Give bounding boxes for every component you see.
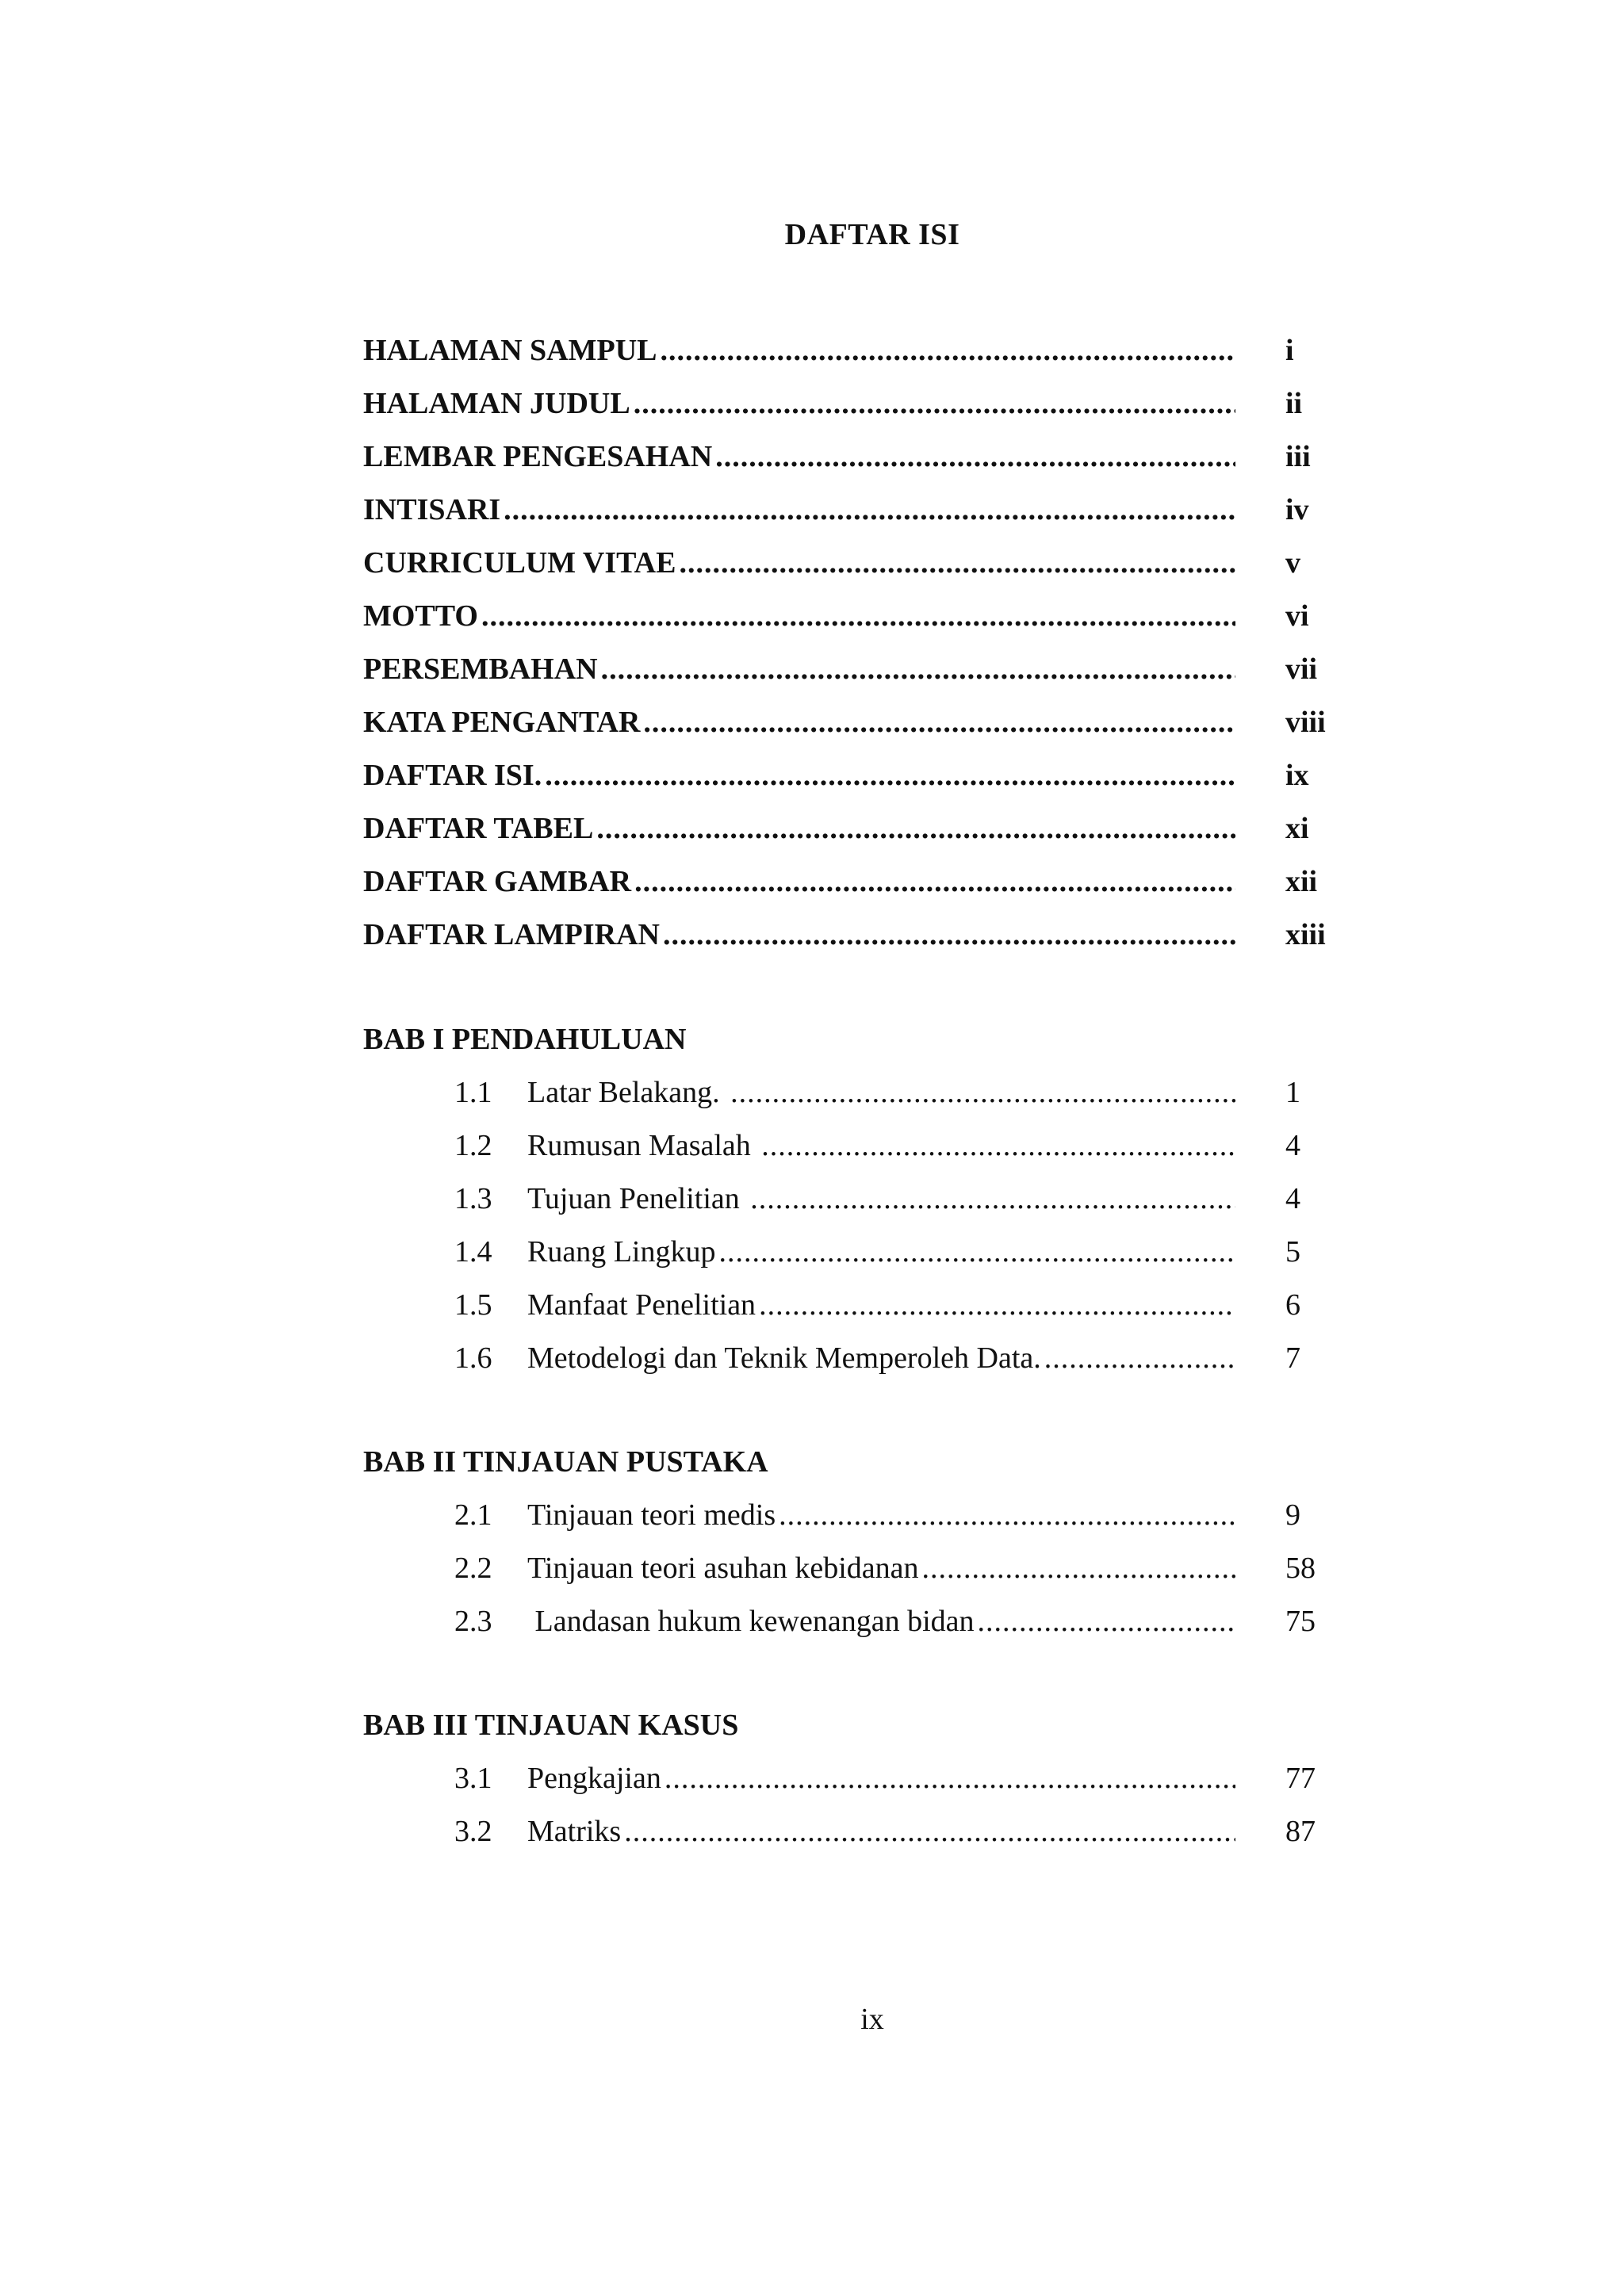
toc-entry bbox=[363, 855, 1394, 908]
toc-entry bbox=[363, 802, 1394, 855]
toc-section-entry bbox=[363, 1066, 1394, 1119]
section-page: 4 bbox=[1285, 1128, 1300, 1162]
toc-entry-label: MOTTO bbox=[363, 599, 478, 633]
section-label: Rumusan Masalah bbox=[527, 1128, 759, 1162]
section-page: 58 bbox=[1285, 1551, 1316, 1585]
section-number: 2.1 bbox=[454, 1498, 492, 1532]
dot-leader bbox=[715, 439, 1235, 474]
section-label: Landasan hukum kewenangan bidan bbox=[527, 1604, 975, 1638]
section-page: 9 bbox=[1285, 1498, 1300, 1532]
section-number: 1.5 bbox=[454, 1288, 492, 1322]
section-number: 3.2 bbox=[454, 1814, 492, 1848]
toc-entry-lead bbox=[454, 1341, 1235, 1376]
section-page: 7 bbox=[1285, 1341, 1300, 1375]
chapter-heading bbox=[363, 1698, 1394, 1751]
toc-entry-lead bbox=[363, 386, 1235, 421]
toc-entry bbox=[363, 589, 1394, 642]
toc-entry-page: ix bbox=[1285, 758, 1309, 792]
section-number: 2.2 bbox=[454, 1551, 492, 1585]
table-of-contents bbox=[363, 323, 1394, 1858]
toc-entry-lead bbox=[454, 1814, 1235, 1849]
chapter-heading-label: BAB II TINJAUAN PUSTAKA bbox=[363, 1445, 768, 1479]
toc-entry bbox=[363, 748, 1394, 802]
toc-section-entry bbox=[363, 1119, 1394, 1172]
toc-entry-lead bbox=[363, 492, 1235, 527]
toc-entry-lead bbox=[363, 864, 1235, 899]
section-page: 6 bbox=[1285, 1288, 1300, 1322]
section-page: 75 bbox=[1285, 1604, 1316, 1638]
section-number: 1.4 bbox=[454, 1234, 492, 1269]
toc-entry-label: DAFTAR GAMBAR bbox=[363, 864, 632, 898]
section-page: 77 bbox=[1285, 1761, 1316, 1795]
chapters-list bbox=[363, 1012, 1394, 1858]
toc-entry-lead bbox=[454, 1128, 1235, 1163]
dot-leader bbox=[634, 386, 1235, 421]
toc-entry-label: PERSEMBAHAN bbox=[363, 652, 598, 686]
section-page: 1 bbox=[1285, 1075, 1300, 1109]
chapter-heading bbox=[363, 1435, 1394, 1488]
dot-leader bbox=[601, 652, 1235, 687]
dot-leader bbox=[922, 1551, 1235, 1586]
section-label: Metodelogi dan Teknik Memperoleh Data. bbox=[527, 1341, 1041, 1375]
dot-leader bbox=[718, 1234, 1235, 1269]
front-matter-list bbox=[363, 323, 1394, 961]
section-number: 1.1 bbox=[454, 1075, 492, 1109]
toc-entry-lead bbox=[454, 1498, 1235, 1533]
section-label: Ruang Lingkup bbox=[527, 1234, 716, 1269]
toc-entry-label: DAFTAR TABEL bbox=[363, 811, 594, 845]
dot-leader bbox=[779, 1498, 1235, 1533]
toc-entry-page: i bbox=[1285, 333, 1294, 367]
toc-entry bbox=[363, 377, 1394, 430]
toc-entry-page: ii bbox=[1285, 386, 1303, 420]
dot-leader bbox=[660, 333, 1235, 368]
toc-entry-page: vi bbox=[1285, 599, 1309, 633]
section-page: 5 bbox=[1285, 1234, 1300, 1269]
toc-entry-page: xiii bbox=[1285, 917, 1326, 951]
toc-entry-lead bbox=[363, 811, 1235, 846]
page-title: DAFTAR ISI bbox=[784, 218, 960, 251]
toc-entry-page: iii bbox=[1285, 439, 1311, 473]
section-label: Matriks bbox=[527, 1814, 622, 1848]
footer-page-number: ix bbox=[860, 2003, 884, 2036]
section-page: 87 bbox=[1285, 1814, 1316, 1848]
toc-section-entry bbox=[363, 1594, 1394, 1647]
section-number: 3.1 bbox=[454, 1761, 492, 1795]
section-label: Tujuan Penelitian bbox=[527, 1181, 748, 1215]
section-number: 1.6 bbox=[454, 1341, 492, 1375]
dot-leader bbox=[978, 1604, 1236, 1639]
toc-entry-lead bbox=[454, 1181, 1235, 1216]
dot-leader bbox=[643, 705, 1235, 740]
dot-leader bbox=[596, 811, 1235, 846]
toc-entry-page: xi bbox=[1285, 811, 1309, 845]
toc-entry-lead bbox=[454, 1234, 1235, 1269]
toc-entry-page: v bbox=[1285, 545, 1300, 580]
toc-entry-lead bbox=[454, 1761, 1235, 1796]
section-number: 1.2 bbox=[454, 1128, 492, 1162]
toc-section-entry bbox=[363, 1331, 1394, 1384]
dot-leader bbox=[750, 1181, 1235, 1216]
toc-entry bbox=[363, 323, 1394, 377]
dot-leader bbox=[1044, 1341, 1235, 1376]
toc-entry-label: HALAMAN JUDUL bbox=[363, 386, 630, 420]
section-label: Tinjauan teori medis bbox=[527, 1498, 776, 1532]
dot-leader bbox=[663, 917, 1235, 952]
toc-entry bbox=[363, 483, 1394, 536]
chapter-heading-label: BAB III TINJAUAN KASUS bbox=[363, 1708, 739, 1742]
dot-leader bbox=[481, 599, 1235, 633]
toc-entry-page: viii bbox=[1285, 705, 1326, 739]
dot-leader bbox=[730, 1075, 1235, 1110]
toc-entry-label: DAFTAR ISI. bbox=[363, 758, 542, 792]
toc-entry-lead bbox=[454, 1604, 1235, 1639]
toc-entry-lead bbox=[363, 652, 1235, 687]
toc-section-entry bbox=[363, 1541, 1394, 1594]
chapter-heading bbox=[363, 1012, 1394, 1066]
section-label: Tinjauan teori asuhan kebidanan bbox=[527, 1551, 919, 1585]
toc-entry bbox=[363, 908, 1394, 961]
dot-leader bbox=[761, 1128, 1235, 1163]
toc-entry bbox=[363, 536, 1394, 589]
toc-entry-lead bbox=[363, 599, 1235, 633]
toc-section-entry bbox=[363, 1172, 1394, 1225]
section-number: 1.3 bbox=[454, 1181, 492, 1215]
dot-leader bbox=[504, 492, 1235, 527]
section-label: Pengkajian bbox=[527, 1761, 661, 1795]
section-label: Manfaat Penelitian bbox=[527, 1288, 756, 1322]
dot-leader bbox=[545, 758, 1235, 793]
toc-entry-label: HALAMAN SAMPUL bbox=[363, 333, 657, 367]
toc-entry bbox=[363, 695, 1394, 748]
toc-entry-label: CURRICULUM VITAE bbox=[363, 545, 676, 580]
toc-entry-lead bbox=[454, 1075, 1235, 1110]
toc-entry-lead bbox=[363, 758, 1235, 793]
toc-entry-label: KATA PENGANTAR bbox=[363, 705, 641, 739]
section-page: 4 bbox=[1285, 1181, 1300, 1215]
toc-entry-lead bbox=[363, 439, 1235, 474]
toc-section-entry bbox=[363, 1225, 1394, 1278]
dot-leader bbox=[624, 1814, 1235, 1849]
chapter-heading-label: BAB I PENDAHULUAN bbox=[363, 1022, 687, 1056]
toc-entry-label: DAFTAR LAMPIRAN bbox=[363, 917, 660, 951]
toc-section-entry bbox=[363, 1488, 1394, 1541]
toc-section-entry bbox=[363, 1278, 1394, 1331]
toc-entry-lead bbox=[363, 545, 1235, 580]
dot-leader bbox=[634, 864, 1235, 899]
section-label: Latar Belakang. bbox=[527, 1075, 728, 1109]
toc-entry-label: INTISARI bbox=[363, 492, 501, 526]
toc-section-entry bbox=[363, 1804, 1394, 1858]
dot-leader bbox=[759, 1288, 1235, 1322]
toc-entry-page: iv bbox=[1285, 492, 1309, 526]
toc-entry-page: vii bbox=[1285, 652, 1318, 686]
toc-entry-lead bbox=[363, 917, 1235, 952]
toc-entry-page: xii bbox=[1285, 864, 1318, 898]
dot-leader bbox=[665, 1761, 1235, 1796]
toc-entry-lead bbox=[454, 1551, 1235, 1586]
toc-entry-lead bbox=[454, 1288, 1235, 1322]
toc-entry bbox=[363, 642, 1394, 695]
toc-entry-lead bbox=[363, 333, 1235, 368]
toc-entry-label: LEMBAR PENGESAHAN bbox=[363, 439, 713, 473]
toc-entry-lead bbox=[363, 705, 1235, 740]
section-number: 2.3 bbox=[454, 1604, 492, 1638]
dot-leader bbox=[679, 545, 1235, 580]
toc-section-entry bbox=[363, 1751, 1394, 1804]
toc-entry bbox=[363, 430, 1394, 483]
